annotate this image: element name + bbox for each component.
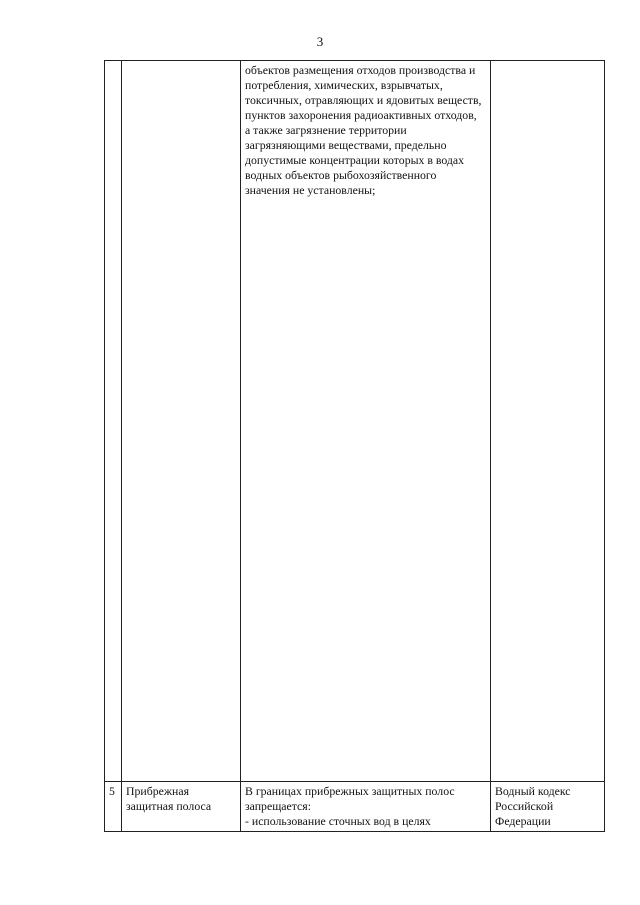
text-line: запрещается: xyxy=(245,799,311,813)
text-line: а также загрязнение территории xyxy=(245,123,407,137)
text-line: водных объектов рыбохозяйственного xyxy=(245,168,437,182)
text-line: допустимые концентрации которых в водах xyxy=(245,153,465,167)
restrictions-cell xyxy=(241,61,491,782)
law-reference-cell xyxy=(491,61,605,782)
restrictions-cell xyxy=(241,782,491,832)
table-row xyxy=(105,61,605,782)
text-line: потребления, химических, взрывчатых, xyxy=(245,78,443,92)
zone-name-cell xyxy=(122,61,241,782)
text-line: - использование сточных вод в целях xyxy=(245,814,431,828)
table-row xyxy=(105,782,605,832)
text-line: загрязняющими веществами, предельно xyxy=(245,138,447,152)
text-line: токсичных, отравляющих и ядовитых веществ, xyxy=(245,93,482,107)
row-number-cell: 5 xyxy=(105,782,122,832)
page-number: 3 xyxy=(316,34,324,49)
row-number-cell xyxy=(105,61,122,782)
text-line: пунктов захоронения радиоактивных отходов, xyxy=(245,108,477,122)
text-line: значения не установлены; xyxy=(245,183,376,197)
text-line: объектов размещения отходов производства и xyxy=(245,63,476,77)
zone-name-cell: Прибрежная защитная полоса xyxy=(122,782,241,832)
law-reference-cell: Водный кодекс Российской Федерации xyxy=(491,782,605,832)
regulation-table xyxy=(104,60,605,832)
text-line: В границах прибрежных защитных полос xyxy=(245,784,455,798)
